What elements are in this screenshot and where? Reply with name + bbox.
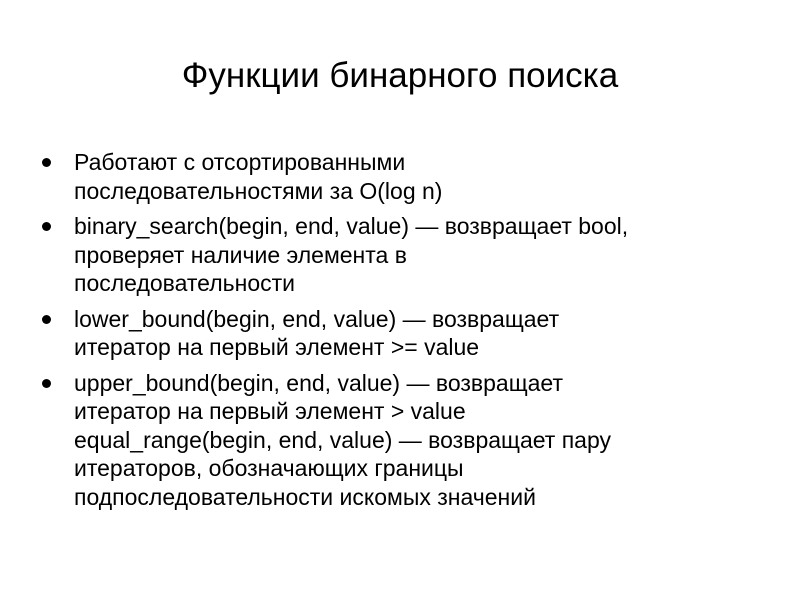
bullet-item-lower-bound xyxy=(42,305,762,362)
bullet-line: итератор на первый элемент >= value xyxy=(74,334,480,360)
bullet-line: подпоследовательности искомых значений xyxy=(74,483,536,510)
bullet-line: последовательности xyxy=(74,270,295,296)
bullet-icon xyxy=(42,379,51,388)
bullet-icon xyxy=(42,222,51,231)
bullet-line: upper_bound(begin, end, value) — возвращает xyxy=(74,369,563,396)
bullet-item-upper-bound-equal-range xyxy=(42,369,762,512)
bullet-line: последовательностями за O(log n) xyxy=(74,177,443,204)
bullet-item-sorted-sequences xyxy=(42,148,762,205)
bullet-line: итераторов, обозначающих границы xyxy=(74,455,464,481)
bullet-line: итератор на первый элемент > value xyxy=(74,398,466,424)
bullet-line: lower_bound(begin, end, value) — возвращает xyxy=(74,305,560,332)
bullet-icon xyxy=(42,315,51,324)
bullet-icon xyxy=(42,158,51,167)
bullet-line: binary_search(begin, end, value) — возвращает bool, xyxy=(74,213,629,239)
bullet-line: equal_range(begin, end, value) — возвращает пару xyxy=(74,426,611,453)
bullet-item-binary-search xyxy=(42,212,762,298)
bullet-line: проверяет наличие элемента в xyxy=(74,241,407,268)
bullet-list xyxy=(42,148,762,518)
bullet-line: Работают с отсортированными xyxy=(74,149,406,175)
slide-title: Функции бинарного поиска xyxy=(181,56,619,95)
